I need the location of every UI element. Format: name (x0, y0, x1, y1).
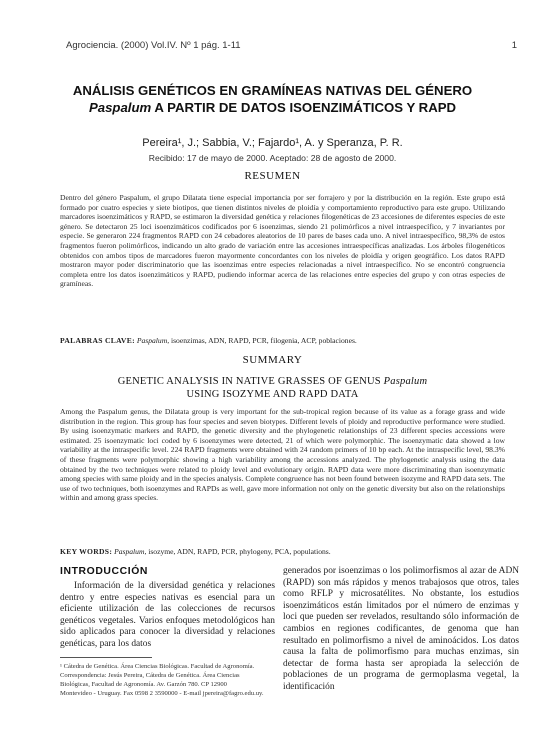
paper-title (40, 82, 505, 116)
summary-title-line-1 (40, 375, 505, 388)
footnote-line: ¹ Cátedra de Genética. Área Ciencias Biológicas. Facultad de Agronomía. (60, 663, 255, 670)
right-column (283, 566, 519, 694)
footnote-line: Montevideo - Uruguay. Fax 0598 2 3590000 - E-mail jpereira@fagro.edu.uy. (60, 690, 264, 697)
footnote-line: Biológicas, Facultad de Agronomía. Av. Garzón 780. CP 12900 (60, 681, 227, 688)
title-line-1: ANÁLISIS GENÉTICOS EN GRAMÍNEAS NATIVAS DEL GÉNERO (72, 83, 473, 98)
key-words-label: KEY WORDS: (60, 547, 113, 556)
key-words-list: , isozyme, ADN, RAPD, PCR, phylogeny, PCA, populations. (144, 547, 331, 556)
title-genus: Paspalum (88, 100, 152, 115)
title-line-2 (40, 99, 505, 116)
footnote-line: Correspondencia: Jesús Pereira, Cátedra de Genética. Área Ciencias (60, 672, 240, 679)
palabras-clave-genus: Paspalum (136, 336, 168, 345)
key-words (60, 547, 505, 556)
summary-title-genus: Paspalum (383, 376, 428, 387)
resumen-heading: RESUMEN (244, 170, 301, 182)
journal-citation: Agrociencia. (2000) Vol.IV. Nº 1 pág. 1-11 (66, 40, 241, 51)
introduccion-heading: INTRODUCCIÓN (60, 566, 149, 577)
summary-text: Among the Paspalum genus, the Dilatata group is very important for the sub-tropical region because of its value as a forage grass and wide distribution in the region. This group has four species and seven biotypes. Different levels of ploidy and reproductive performance were studied. By using isoenzymatic markers and RAPD, the genetic diversity and the phylogenetic relationships of 23 different species accessions were estimated. 25 isoenzymatic loci coded by 6 isoenzymes were detected, 21 of which were polymorphic. The isoenzymatic data showed a low variability at the intraspecific level. 224 RAPD fragments were obtained with 24 random primers of 10 bp each. At the intraspecific level, 98.3% of these fragments were polymorphic showing a high variability among the accessions analyzed. The phylogenetic analysis using the data obtained by the two techniques were related to ploidy level and evolutionary origin. RAPD data were more discriminating than isoenzymatic among species with same ploidy and in the species analysis. Complete congruence has not been found between isozyme and RAPD data sets. The use of two techniques, both isoenzymes and RAPDs as well, gave more information not only on the genetic diversity but also on the relationships within and among grass species. (60, 407, 505, 503)
left-column (60, 566, 275, 651)
title-line-2-rest: A PARTIR DE DATOS ISOENZIMÁTICOS Y RAPD (151, 100, 457, 115)
page-number: 1 (511, 40, 517, 51)
summary-title-line-2: USING ISOZYME AND RAPD DATA (186, 389, 359, 400)
palabras-clave-label: PALABRAS CLAVE: (60, 336, 135, 345)
key-words-genus: Paspalum (114, 547, 145, 556)
footnotes (60, 662, 275, 698)
authors: Pereira¹, J.; Sabbia, V.; Fajardo¹, A. y Speranza, P. R. (142, 137, 403, 149)
introduccion-right-text: generados por isoenzimas o los polimorfismos al azar de ADN (RAPD) son más rápidos y menos trabajosos que otros, tales como RFLP y microsatélites. No obstante, los estudios isoenzimáticos están limitados por el número de enzimas y loci que pueden ser revelados, resultando sólo información de cambios en regiones codificantes, de genoma que han resultado en polimorfismo a nivel de aminoácidos. Los datos causa la falta de polimorfismo para muchas enzimas, sin detectar de forma hasta ser apropiada la selección de poblaciones de un programa de germoplasma vegetal, la identificación (283, 566, 519, 692)
resumen-text: Dentro del género Paspalum, el grupo Dilatata tiene especial importancia por ser forrajero y por la distribución en la región. Este grupo está formado por cuatro especies y siete biotipos, que tienen distintos niveles de ploidía y comportamiento reproductivo para este grupo. Utilizando marcadores isoenzimáticos y RAPD, se estimaron la diversidad genética y relaciones filogenéticas de 23 accesiones de diferentes especies de este género. Se detectaron 25 loci isoenzimáticos codificados por 6 isoenzimas, siendo 21 polimórficos a nivel intraespecífico, y 7 invariantes por especie. Se generaron 224 fragmentos RAPD con 24 cebadores aleatorios de 10 pares de bases cada uno. A nivel intraespecífico, 98,3% de estos fragmentos fueron polimórficos, indicando un alto grado de variación entre las accesiones intraespecíficas analizadas. Los árboles filogenéticos obtenidos con ambos tipos de marcadores fueron mayormente concordantes con los niveles de ploidía y origen geográfico. Los datos RAPD mostraron mayor poder discriminatorio que las isoenzimas entre especies relacionadas a nivel intraespecífico. No se encontró congruencia completa entre los datos isoenzimáticos y RAPD, pudiendo informar acerca de las relaciones entre especies del grupo y con otras especies de gramíneas. (60, 193, 505, 289)
introduccion-left-text: Información de la diversidad genética y relaciones dentro y entre especies nativas es esencial para un eficiente utilización de las colecciones de recursos genéticos vegetales. Varios enfoques metodológicos han sido aplicados para conocer la diversidad y relaciones genéticas, para los datos (60, 581, 275, 649)
palabras-clave (60, 336, 505, 345)
footnote-divider (60, 657, 152, 658)
received-dates: Recibido: 17 de mayo de 2000. Aceptado: 28 de agosto de 2000. (148, 153, 397, 163)
palabras-clave-list: , isoenzimas, ADN, RAPD, PCR, filogenia, ACP, poblaciones. (167, 336, 357, 345)
running-head (66, 40, 517, 51)
summary-heading: SUMMARY (242, 354, 303, 366)
summary-title-pre: GENETIC ANALYSIS IN NATIVE GRASSES OF GENUS (117, 376, 384, 387)
summary-title (40, 375, 505, 401)
